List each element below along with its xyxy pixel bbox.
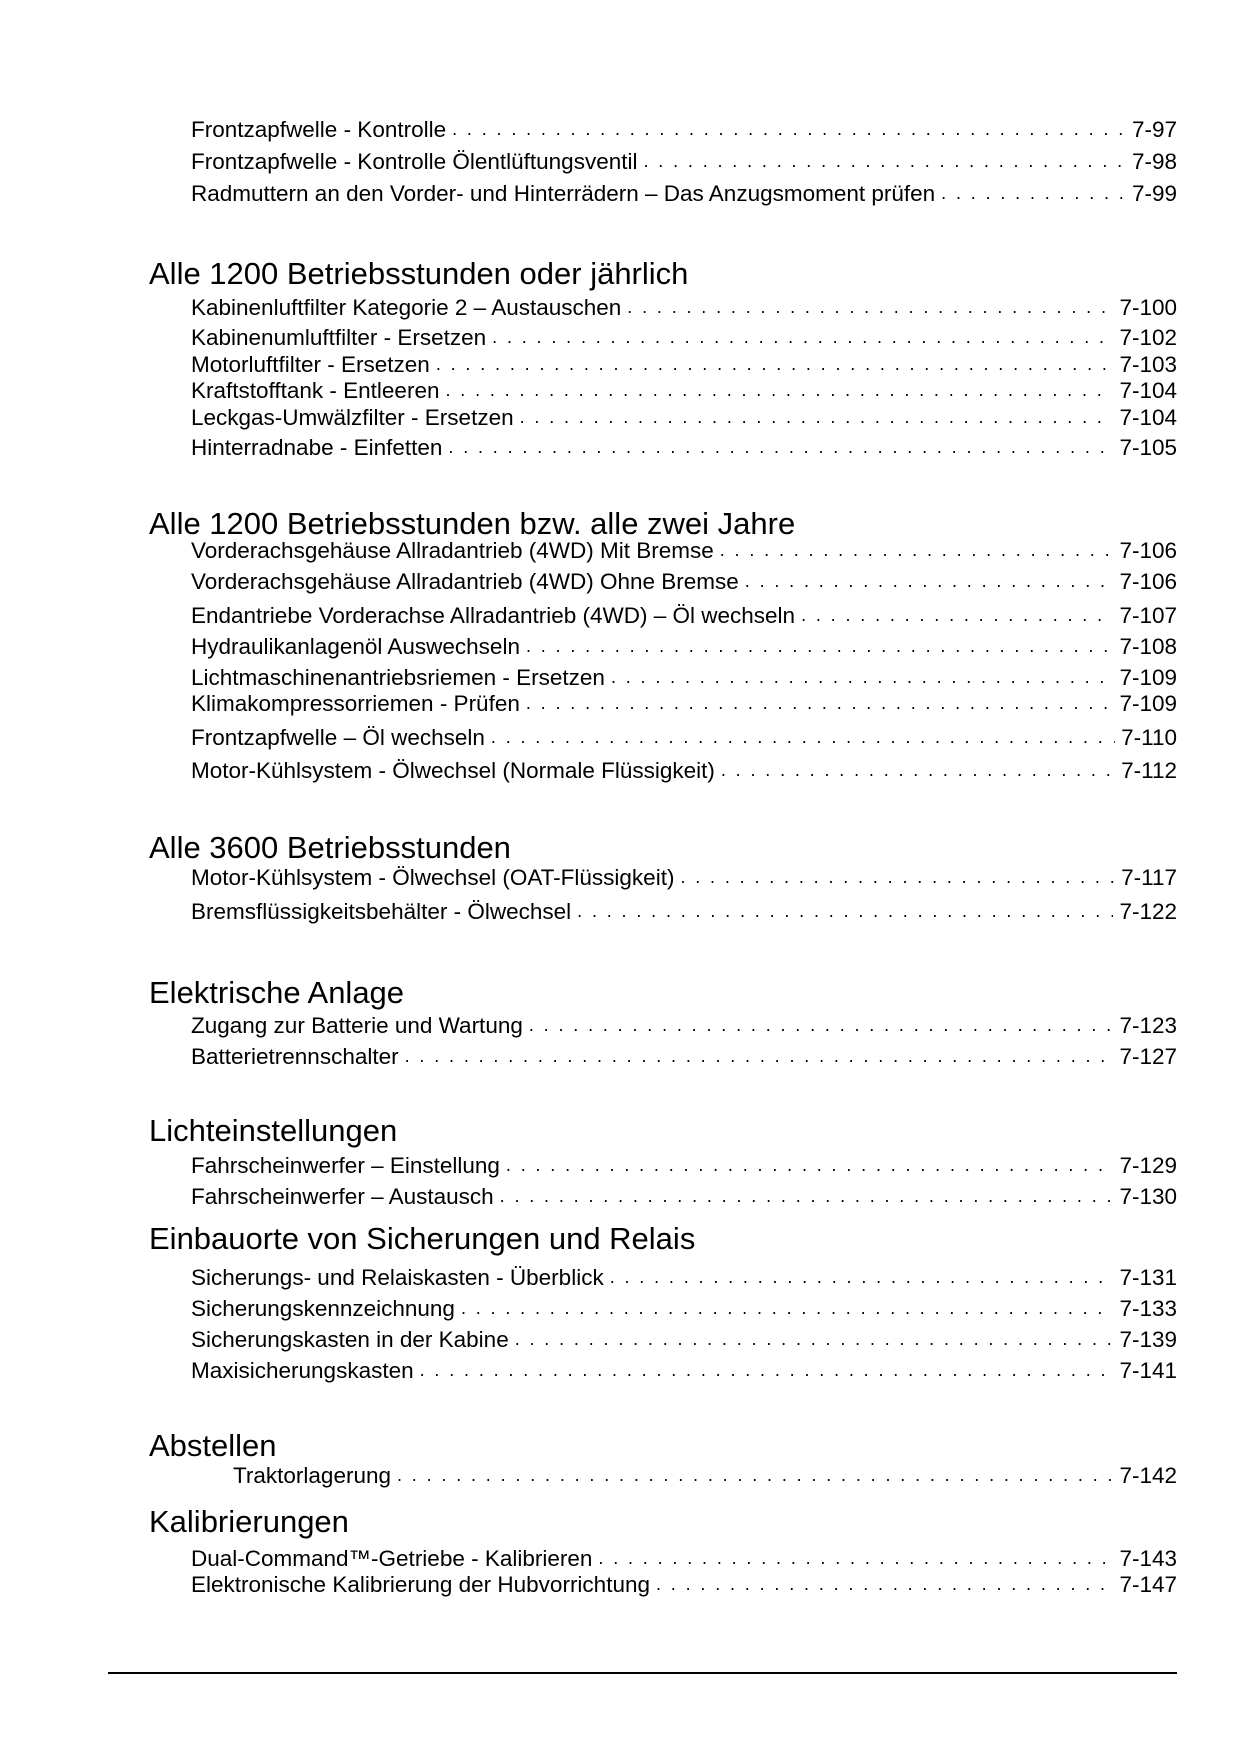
- toc-entry[interactable]: [191, 377, 1177, 405]
- dot-leader: [515, 1327, 1114, 1354]
- dot-leader: [445, 378, 1113, 405]
- entry-page: 7-123: [1119, 1013, 1177, 1038]
- entry-label: Fahrscheinwerfer – Austausch: [191, 1184, 494, 1209]
- entry-label: Bremsflüssigkeitsbehälter - Ölwechsel: [191, 899, 572, 924]
- entry-label: Vorderachsgehäuse Allradantrieb (4WD) Mit Bremse: [191, 538, 714, 563]
- dot-leader: [436, 352, 1114, 379]
- entry-label: Sicherungs- und Relaiskasten - Überblick: [191, 1265, 604, 1290]
- entry-page: 7-129: [1119, 1153, 1177, 1178]
- entry-page: 7-106: [1119, 538, 1177, 563]
- dot-leader: [720, 538, 1114, 565]
- toc-entry[interactable]: [191, 1152, 1177, 1180]
- toc-entry[interactable]: [191, 602, 1177, 630]
- entry-page: 7-130: [1119, 1184, 1177, 1209]
- entry-page: 7-109: [1119, 665, 1177, 690]
- dot-leader: [721, 758, 1115, 785]
- section-heading: Elektrische Anlage: [149, 975, 405, 1010]
- entry-label: Sicherungskennzeichnung: [191, 1296, 455, 1321]
- entry-label: Motor-Kühlsystem - Ölwechsel (Normale Flüssigkeit): [191, 758, 715, 783]
- entry-page: 7-107: [1119, 603, 1177, 628]
- entry-label: Hinterradnabe - Einfetten: [191, 435, 443, 460]
- entry-page: 7-122: [1119, 899, 1177, 924]
- toc-entry[interactable]: [233, 1462, 1177, 1490]
- entry-page: 7-139: [1119, 1327, 1177, 1352]
- section-heading: Alle 3600 Betriebsstunden: [149, 830, 511, 865]
- toc-entry[interactable]: [191, 294, 1177, 322]
- toc-entry[interactable]: [191, 898, 1177, 926]
- section-heading: Lichteinstellungen: [149, 1113, 398, 1148]
- dot-leader: [627, 295, 1113, 322]
- dot-leader: [405, 1044, 1114, 1071]
- entry-page: 7-99: [1131, 181, 1177, 206]
- dot-leader: [745, 569, 1114, 596]
- dot-leader: [941, 181, 1126, 208]
- entry-label: Sicherungskasten in der Kabine: [191, 1327, 509, 1352]
- toc-entry[interactable]: [191, 633, 1177, 661]
- toc-entry[interactable]: [191, 351, 1177, 379]
- entry-label: Frontzapfwelle - Kontrolle Ölentlüftungsventil: [191, 149, 638, 174]
- entry-label: Frontzapfwelle - Kontrolle: [191, 117, 447, 142]
- entry-page: 7-97: [1131, 117, 1177, 142]
- toc-entry[interactable]: [191, 1183, 1177, 1211]
- toc-entry[interactable]: [191, 1295, 1177, 1323]
- dot-leader: [643, 149, 1125, 176]
- toc-entry[interactable]: [191, 1012, 1177, 1040]
- toc-entry[interactable]: [191, 434, 1177, 462]
- entry-page: 7-104: [1119, 405, 1177, 430]
- entry-label: Frontzapfwelle – Öl wechseln: [191, 725, 485, 750]
- entry-page: 7-105: [1119, 435, 1177, 460]
- entry-page: 7-100: [1119, 295, 1177, 320]
- section-heading: Alle 1200 Betriebsstunden oder jährlich: [149, 256, 689, 291]
- entry-page: 7-142: [1119, 1463, 1177, 1488]
- entry-label: Zugang zur Batterie und Wartung: [191, 1013, 523, 1038]
- dot-leader: [801, 603, 1113, 630]
- entry-page: 7-98: [1131, 149, 1177, 174]
- entry-label: Radmuttern an den Vorder- und Hinterrädern – Das Anzugsmoment prüfen: [191, 181, 936, 206]
- dot-leader: [461, 1296, 1114, 1323]
- entry-page: 7-112: [1121, 758, 1177, 783]
- toc-entry[interactable]: [191, 1571, 1177, 1599]
- entry-page: 7-110: [1121, 725, 1177, 750]
- entry-label: Motorluftfilter - Ersetzen: [191, 352, 430, 377]
- dot-leader: [577, 899, 1113, 926]
- entry-page: 7-143: [1119, 1546, 1177, 1571]
- entry-label: Klimakompressorriemen - Prüfen: [191, 691, 520, 716]
- entry-page: 7-102: [1119, 325, 1177, 350]
- entry-label: Lichtmaschinenantriebsriemen - Ersetzen: [191, 665, 605, 690]
- dot-leader: [448, 435, 1113, 462]
- dot-leader: [526, 634, 1114, 661]
- entry-page: 7-109: [1119, 691, 1177, 716]
- entry-label: Kabinenluftfilter Kategorie 2 – Austauschen: [191, 295, 622, 320]
- entry-page: 7-133: [1119, 1296, 1177, 1321]
- entry-page: 7-104: [1119, 378, 1177, 403]
- dot-leader: [397, 1463, 1113, 1490]
- dot-leader: [492, 325, 1113, 352]
- entry-label: Hydraulikanlagenöl Auswechseln: [191, 634, 520, 659]
- toc-entry[interactable]: [191, 180, 1177, 208]
- section-heading: Abstellen: [149, 1428, 277, 1463]
- entry-label: Dual-Command™-Getriebe - Kalibrieren: [191, 1546, 593, 1571]
- dot-leader: [452, 117, 1126, 144]
- dot-leader: [500, 1184, 1114, 1211]
- section-heading: Alle 1200 Betriebsstunden bzw. alle zwei Jahre: [149, 506, 796, 541]
- section-heading: Einbauorte von Sicherungen und Relais: [149, 1221, 696, 1256]
- entry-label: Batterietrennschalter: [191, 1044, 399, 1069]
- toc-entry[interactable]: [191, 324, 1177, 352]
- toc-entry[interactable]: [191, 404, 1177, 432]
- toc-entry[interactable]: [191, 1545, 1177, 1573]
- entry-page: 7-106: [1119, 569, 1177, 594]
- section-heading: Kalibrierungen: [149, 1504, 349, 1539]
- footer-divider: [108, 1672, 1177, 1674]
- dot-leader: [520, 405, 1114, 432]
- toc-entry[interactable]: [191, 1357, 1177, 1385]
- toc-entry[interactable]: [191, 116, 1177, 144]
- toc-entry[interactable]: [191, 1326, 1177, 1354]
- entry-label: Endantriebe Vorderachse Allradantrieb (4WD) – Öl wechseln: [191, 603, 796, 628]
- entry-page: 7-131: [1119, 1265, 1177, 1290]
- entry-label: Elektronische Kalibrierung der Hubvorrichtung: [191, 1572, 650, 1597]
- toc-entry[interactable]: [191, 1264, 1177, 1292]
- dot-leader: [506, 1153, 1114, 1180]
- entry-page: 7-103: [1119, 352, 1177, 377]
- entry-page: 7-127: [1119, 1044, 1177, 1069]
- toc-entry[interactable]: [191, 690, 1177, 718]
- entry-label: Motor-Kühlsystem - Ölwechsel (OAT-Flüssigkeit): [191, 865, 675, 890]
- toc-entry[interactable]: [191, 148, 1177, 176]
- entry-label: Traktorlagerung: [233, 1463, 391, 1488]
- dot-leader: [656, 1572, 1113, 1599]
- dot-leader: [610, 1265, 1114, 1292]
- toc-entry[interactable]: [191, 537, 1177, 565]
- toc-entry[interactable]: [191, 864, 1177, 892]
- entry-label: Kabinenumluftfilter - Ersetzen: [191, 325, 487, 350]
- toc-entry[interactable]: [191, 568, 1177, 596]
- dot-leader: [529, 1013, 1114, 1040]
- dot-leader: [611, 665, 1114, 692]
- dot-leader: [680, 865, 1115, 892]
- entry-page: 7-117: [1121, 865, 1177, 890]
- dot-leader: [526, 691, 1114, 718]
- toc-entry[interactable]: [191, 664, 1177, 692]
- entry-label: Vorderachsgehäuse Allradantrieb (4WD) Ohne Bremse: [191, 569, 739, 594]
- entry-label: Maxisicherungskasten: [191, 1358, 414, 1383]
- toc-entry[interactable]: [191, 724, 1177, 752]
- entry-page: 7-141: [1119, 1358, 1177, 1383]
- toc-entry[interactable]: [191, 1043, 1177, 1071]
- dot-leader: [491, 725, 1115, 752]
- dot-leader: [420, 1358, 1114, 1385]
- entry-page: 7-147: [1119, 1572, 1177, 1597]
- toc-entry[interactable]: [191, 757, 1177, 785]
- entry-label: Leckgas-Umwälzfilter - Ersetzen: [191, 405, 514, 430]
- entry-page: 7-108: [1119, 634, 1177, 659]
- entry-label: Kraftstofftank - Entleeren: [191, 378, 440, 403]
- entry-label: Fahrscheinwerfer – Einstellung: [191, 1153, 500, 1178]
- dot-leader: [598, 1546, 1113, 1573]
